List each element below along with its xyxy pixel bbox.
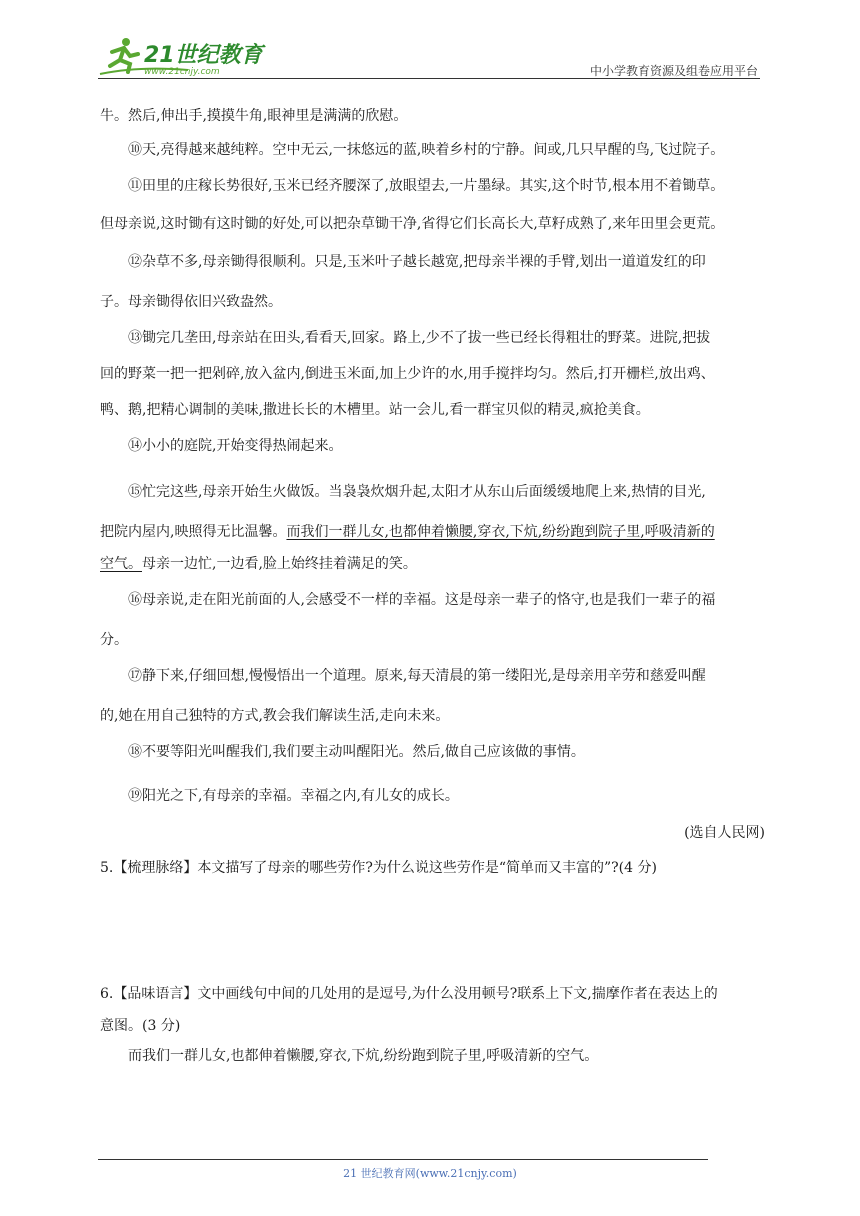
paragraph-15-line2 <box>100 520 765 544</box>
paragraph-11-line1: ⑪田里的庄稼长势很好,玉米已经齐腰深了,放眼望去,一片墨绿。其实,这个时节,根本用不着锄草。 <box>128 178 725 194</box>
svg-text:www.21cnjy.com: www.21cnjy.com <box>144 67 220 77</box>
paragraph-16-line1: ⑯母亲说,走在阳光前面的人,会感受不一样的幸福。这是母亲一辈子的恪守,也是我们一辈子的福 <box>128 592 716 608</box>
footer-text: 21 世纪教育网(www.21cnjy.com) <box>343 1167 517 1180</box>
page-header <box>98 36 758 78</box>
paragraph-11-line2: 但母亲说,这时锄有这时锄的好处,可以把杂草锄干净,省得它们长高长大,草籽成熟了,来年田里会更荒。 <box>100 216 725 232</box>
paragraph-18: ⑱不要等阳光叫醒我们,我们要主动叫醒阳光。然后,做自己应该做的事情。 <box>128 744 585 760</box>
underlined-sentence-end: 空气。 <box>100 556 142 572</box>
question-5: 5.【梳理脉络】本文描写了母亲的哪些劳作?为什么说这些劳作是“简单而又丰富的”?(4 分) <box>100 860 657 876</box>
paragraph-16-line2: 分。 <box>100 632 128 648</box>
paragraph-17-line1: ⑰静下来,仔细回想,慢慢悟出一个道理。原来,每天清晨的第一缕阳光,是母亲用辛劳和慈爱叫醒 <box>128 668 706 684</box>
question-6-quote: 而我们一群儿女,也都伸着懒腰,穿衣,下炕,纷纷跑到院子里,呼吸清新的空气。 <box>128 1048 599 1064</box>
paragraph-15-tail: 母亲一边忙,一边看,脸上始终挂着满足的笑。 <box>142 556 417 572</box>
paragraph-13-line1: ⑬锄完几垄田,母亲站在田头,看看天,回家。路上,少不了拔一些已经长得粗壮的野菜。进院,把拔 <box>128 330 711 346</box>
paragraph-15-line1: ⑮忙完这些,母亲开始生火做饭。当袅袅炊烟升起,太阳才从东山后面缓缓地爬上来,热情的目光, <box>128 484 706 500</box>
paragraph-15-line3 <box>100 552 765 576</box>
paragraph-13-line2: 回的野菜一把一把剁碎,放入盆内,倒进玉米面,加上少许的水,用手搅拌均匀。然后,打开栅栏,放出鸡、 <box>100 366 715 382</box>
paragraph-15-plain: 把院内屋内,映照得无比温馨。 <box>100 524 287 540</box>
underlined-sentence: 而我们一群儿女,也都伸着懒腰,穿衣,下炕,纷纷跑到院子里,呼吸清新的 <box>286 524 715 540</box>
logo-21cnjy <box>98 36 268 78</box>
paragraph-14: ⑭小小的庭院,开始变得热闹起来。 <box>128 438 343 454</box>
paragraph-13-line3: 鸭、鹅,把精心调制的美味,撒进长长的木槽里。站一会儿,看一群宝贝似的精灵,疯抢美食。 <box>100 402 650 418</box>
source-note: (选自人民网) <box>684 825 765 841</box>
header-tagline: 中小学教育资源及组卷应用平台 <box>589 64 758 78</box>
question-6-line2: 意图。(3 分) <box>100 1018 181 1034</box>
footer-divider <box>98 1159 708 1160</box>
paragraph-12-line1: ⑫杂草不多,母亲锄得很顺利。只是,玉米叶子越长越宽,把母亲半裸的手臂,划出一道道发红的印 <box>128 254 706 270</box>
paragraph-10: ⑩天,亮得越来越纯粹。空中无云,一抹悠远的蓝,映着乡村的宁静。间或,几只早醒的鸟,飞过院子。 <box>128 142 725 158</box>
header-divider <box>98 78 760 79</box>
paragraph-19: ⑲阳光之下,有母亲的幸福。幸福之内,有儿女的成长。 <box>128 788 459 804</box>
paragraph-9-end: 牛。然后,伸出手,摸摸牛角,眼神里是满满的欣慰。 <box>100 108 408 124</box>
paragraph-17-line2: 的,她在用自己独特的方式,教会我们解读生活,走向未来。 <box>100 708 450 724</box>
paragraph-12-line2: 子。母亲锄得依旧兴致盎然。 <box>100 294 282 310</box>
question-6-line1: 6.【品味语言】文中画线句中间的几处用的是逗号,为什么没用顿号?联系上下文,揣摩作者在表达上的 <box>100 986 718 1002</box>
svg-text:21世纪教育: 21世纪教育 <box>144 43 263 68</box>
